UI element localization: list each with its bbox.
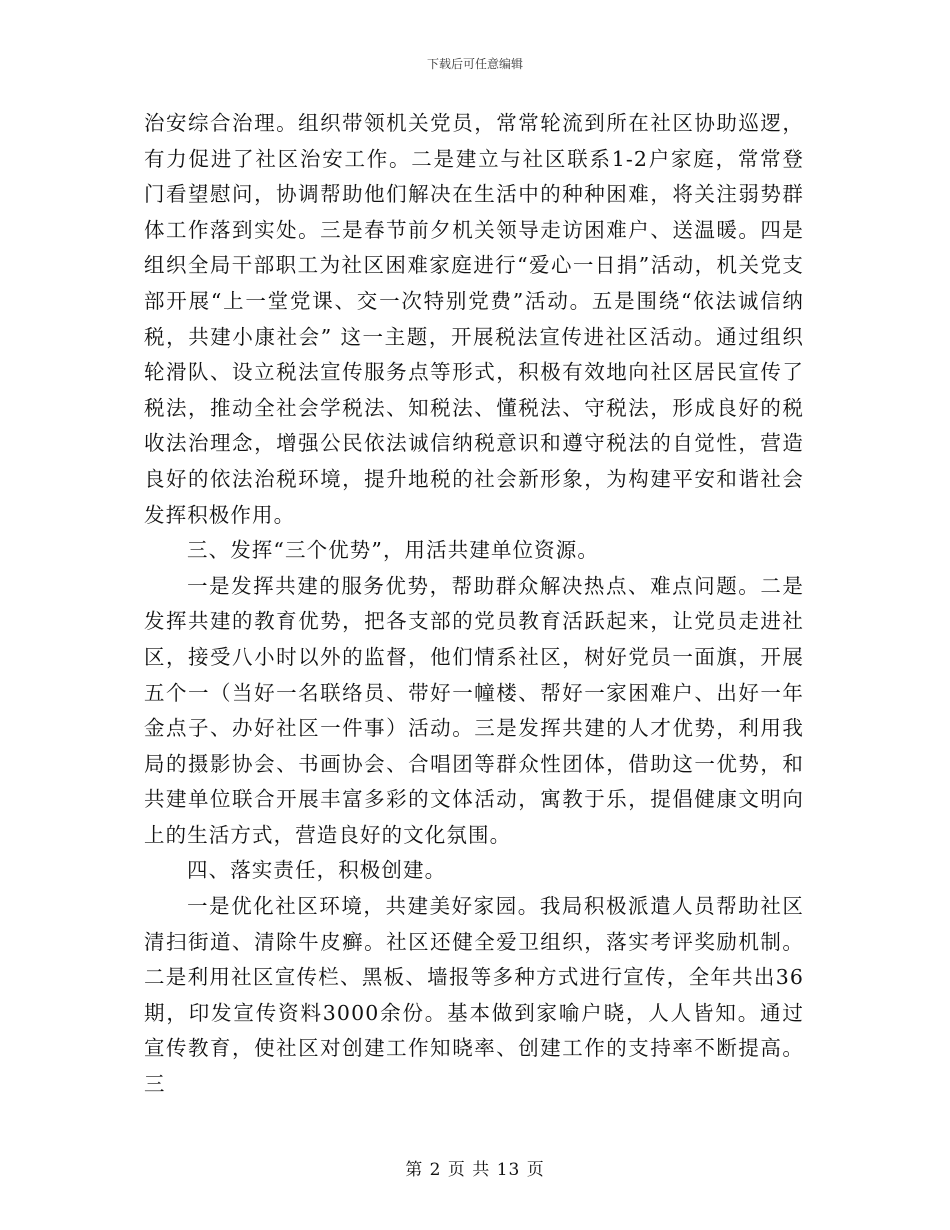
document-body [144,106,804,1103]
paragraph-1: 治安综合治理。组织带领机关党员，常常轮流到所在社区协助巡逻，有力促进了社区治安工作。二是建立与社区联系1-2户家庭，常常登门看望慰问，协调帮助他们解决在生活中的种种困难，将关注弱势群体工作落到实处。三是春节前夕机关领导走访困难户、送温暖。四是组织全局干部职工为社区困难家庭进行“爱心一日捐”活动，机关党支部开展“上一堂党课、交一次特别党费”活动。五是围绕“依法诚信纳税，共建小康社会” 这一主题，开展税法宣传进社区活动。通过组织轮滑队、设立税法宣传服务点等形式，积极有效地向社区居民宣传了税法，推动全社会学税法、知税法、懂税法、守税法，形成良好的税收法治理念，增强公民依法诚信纳税意识和遵守税法的自觉性，营造良好的依法治税环境，提升地税的社会新形象，为构建平安和谐社会发挥积极作用。 [144,111,804,527]
page-header-note: 下载后可任意编辑 [426,57,523,71]
paragraph-3: 一是发挥共建的服务优势，帮助群众解决热点、难点问题。二是发挥共建的教育优势，把各支部的党员教育活跃起来，让党员走进社区，接受八小时以外的监督，他们情系社区，树好党员一面旗，开展五个一（当好一名联络员、带好一幢楼、帮好一家困难户、出好一年金点子、办好社区一件事）活动。三是发挥共建的人才优势，利用我局的摄影协会、书画协会、合唱团等群众性团体，借助这一优势，和共建单位联合开展丰富多彩的文体活动，寓教于乐，提倡健康文明向上的生活方式，营造良好的文化氛围。 [144,573,804,847]
page-number-footer: 第 2 页 共 13 页 [405,1160,545,1180]
paragraph-5: 一是优化社区环境，共建美好家园。我局积极派遣人员帮助社区清扫街道、清除牛皮癣。社区还健全爱卫组织，落实考评奖励机制。二是利用社区宣传栏、黑板、墙报等多种方式进行宣传，全年共出36期，印发宣传资料3000余份。基本做到家喻户晓，人人皆知。通过宣传教育，使社区对创建工作知晓率、创建工作的支持率不断提高。三 [144,894,804,1097]
section-heading-3: 三、发挥“三个优势”，用活共建单位资源。 [187,538,599,563]
section-heading-4: 四、落实责任，积极创建。 [187,858,447,883]
